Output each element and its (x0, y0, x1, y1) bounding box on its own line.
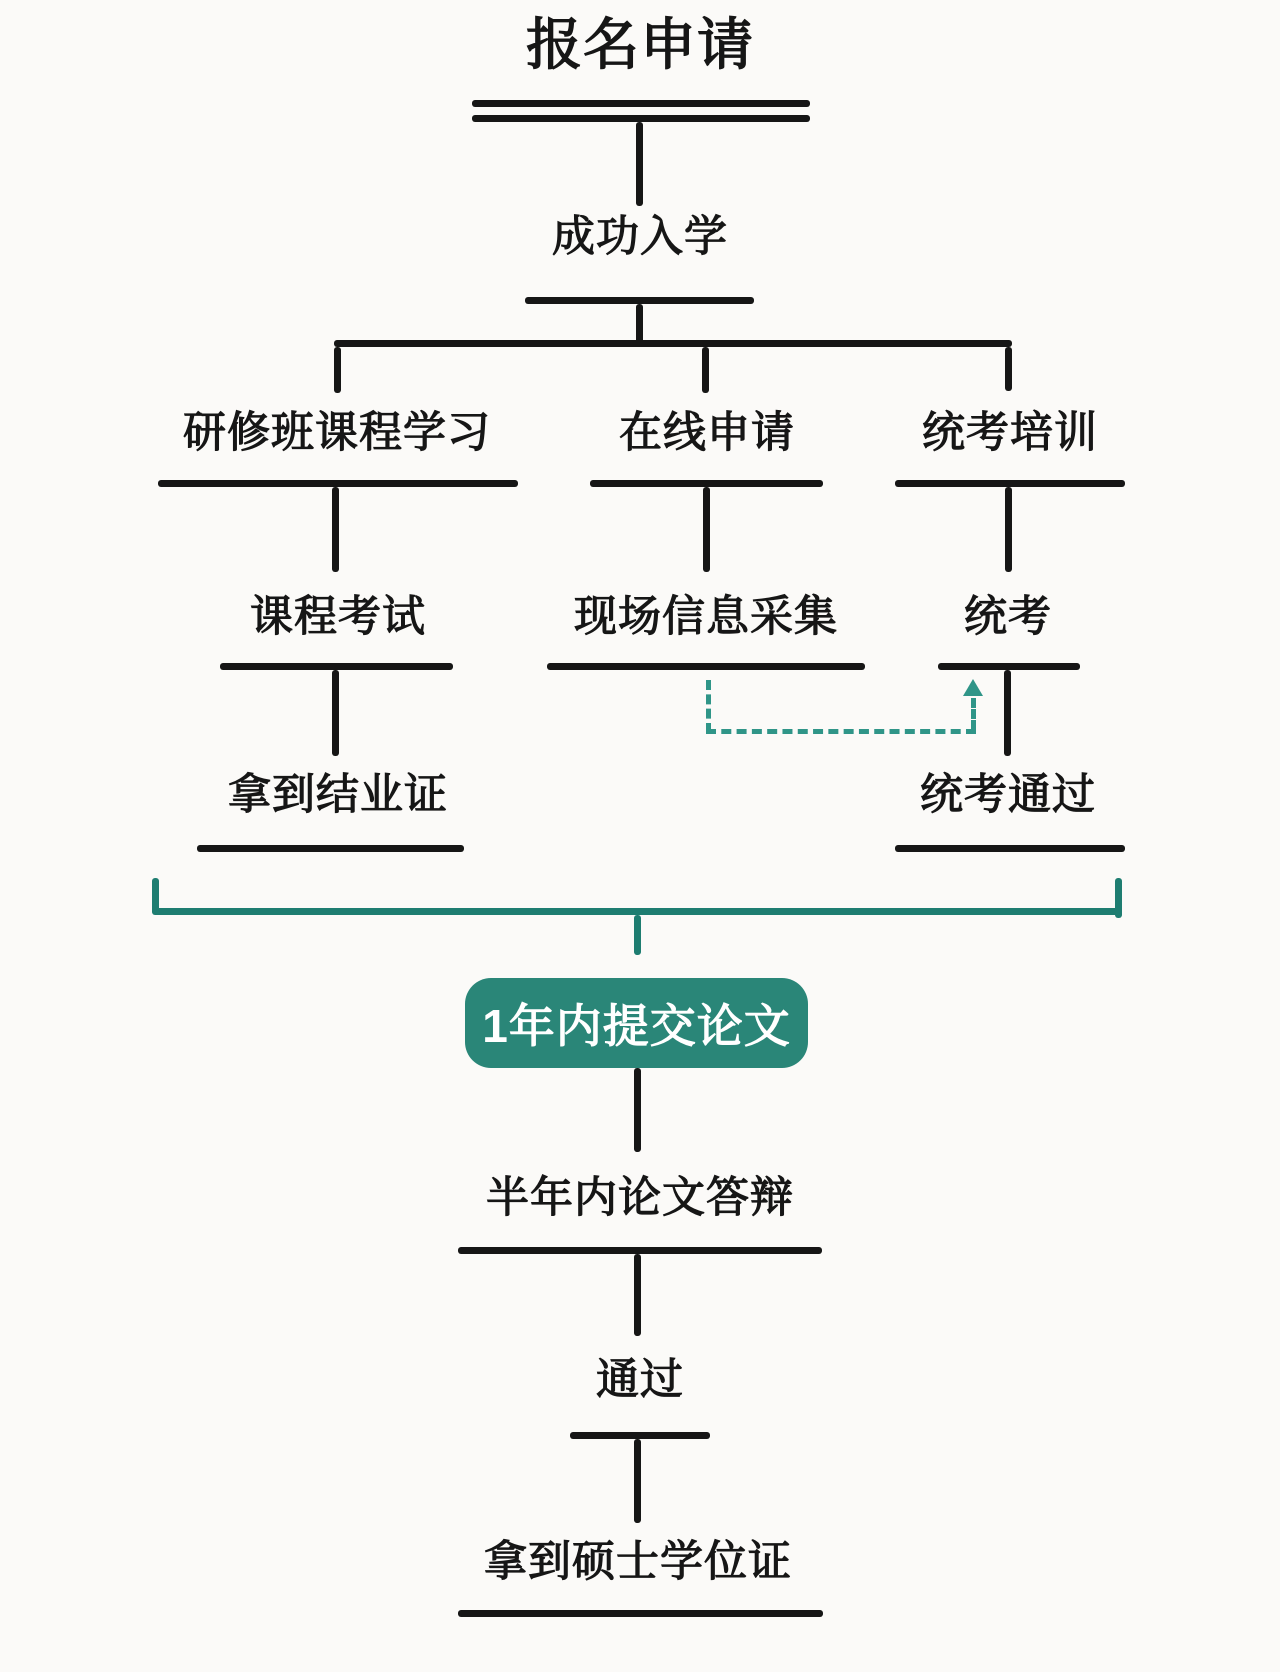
connector-right-1 (1005, 487, 1012, 572)
underline-unified-exam-training (895, 480, 1125, 487)
node-course-exam: 课程考试 (250, 593, 426, 641)
connector-middle-1 (703, 487, 710, 572)
branch-drop-left (334, 347, 341, 393)
underline-course-exam (220, 663, 453, 670)
node-online-application: 在线申请 (619, 409, 795, 457)
node-completion-certificate: 拿到结业证 (228, 771, 448, 819)
underline-seminar-course-study (158, 480, 518, 487)
dashed-arrow-segment-down (706, 680, 711, 733)
underline-pass (570, 1432, 710, 1439)
node-master-degree-certificate: 拿到硕士学位证 (484, 1538, 792, 1586)
node-unified-exam-training: 统考培训 (922, 409, 1098, 457)
node-unified-exam-passed: 统考通过 (920, 771, 1096, 819)
underline-thesis-defense (458, 1247, 822, 1254)
branch-drop-middle (702, 347, 709, 393)
dashed-arrow-segment-up (971, 698, 976, 730)
branch-line (334, 340, 1012, 347)
connector-defense-to-pass (634, 1254, 641, 1336)
underline-online-application (590, 480, 823, 487)
connector-enroll-to-branch (636, 304, 643, 344)
node-pass: 通过 (596, 1356, 684, 1404)
node-seminar-course-study: 研修班课程学习 (183, 409, 491, 457)
dashed-arrow-segment-across (706, 729, 976, 734)
underline-master-degree (458, 1610, 823, 1617)
underline-unified-exam (938, 663, 1080, 670)
connector-pass-to-degree (634, 1439, 641, 1523)
node-unified-exam: 统考 (964, 593, 1052, 641)
node-onsite-info-collection: 现场信息采集 (574, 593, 838, 641)
connector-left-2 (332, 670, 339, 756)
connector-right-2 (1004, 670, 1011, 756)
branch-drop-right (1005, 347, 1012, 391)
underline-unified-exam-passed (895, 845, 1125, 852)
merge-bracket-line (152, 908, 1122, 915)
enroll-underline (525, 297, 754, 304)
underline-completion-certificate (197, 845, 464, 852)
node-register-application: 报名申请 (526, 13, 754, 76)
title-underline-bottom (472, 115, 810, 122)
underline-onsite-info-collection (547, 663, 865, 670)
connector-title-to-enroll (636, 122, 643, 206)
merge-bracket-right-tick (1115, 878, 1122, 918)
connector-box-to-defense (634, 1068, 641, 1152)
node-thesis-defense-6mo: 半年内论文答辩 (486, 1174, 794, 1222)
title-underline-top (472, 100, 810, 107)
node-submit-thesis-1yr: 1年内提交论文 (465, 978, 808, 1068)
connector-left-1 (332, 487, 339, 572)
node-successful-enrollment: 成功入学 (552, 213, 728, 261)
arrow-up-icon (963, 679, 983, 696)
merge-bracket-stem (634, 915, 641, 955)
